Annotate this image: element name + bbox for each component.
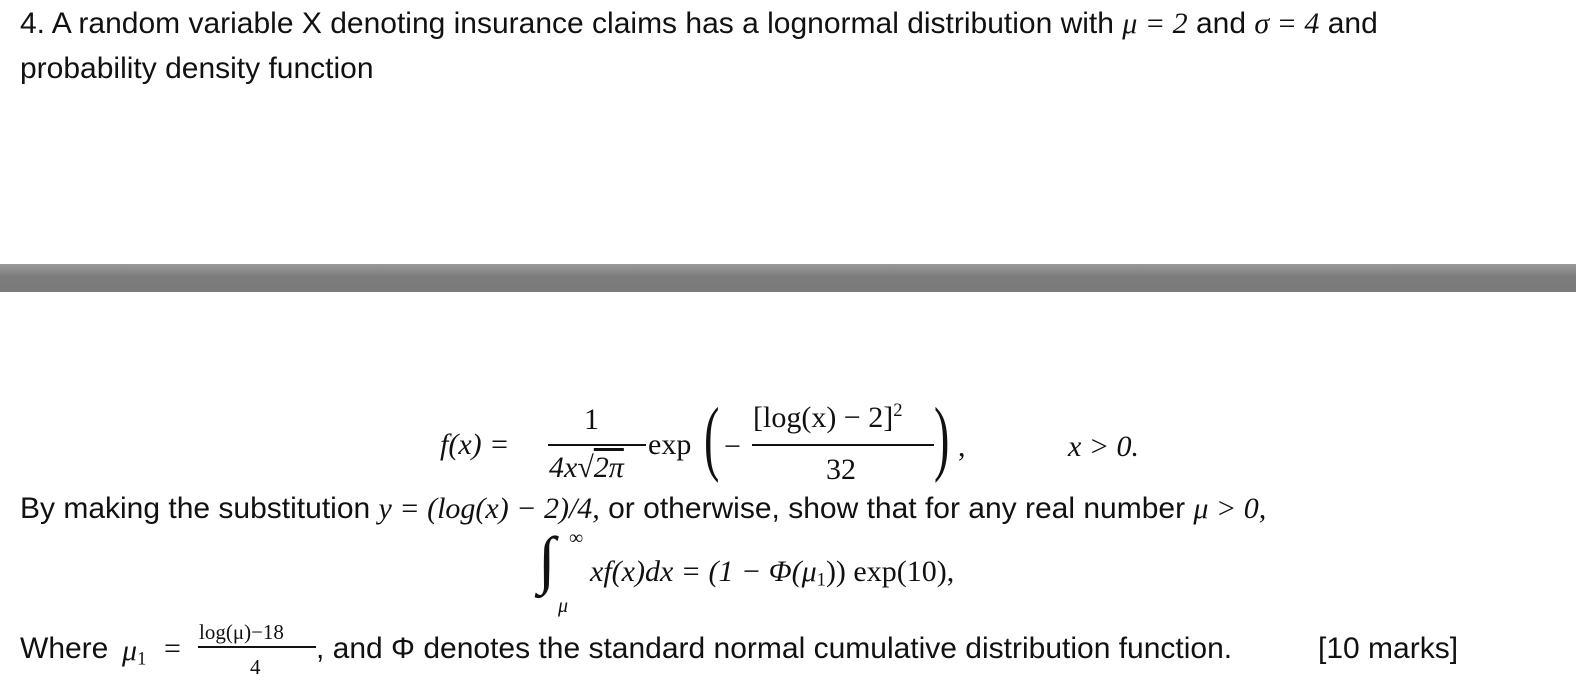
mu1-fraction-bar <box>198 646 316 648</box>
where-word: Where <box>20 632 109 665</box>
integral-sign: ∫ <box>538 524 556 595</box>
right-paren: ) <box>934 391 950 484</box>
pdf-comma: , <box>958 430 966 463</box>
pdf-denominator-a: 4x <box>549 451 578 484</box>
pdf-numerator: 1 <box>584 403 599 436</box>
pdf-minus: − <box>724 430 741 463</box>
pdf-condition: x > 0. <box>1068 430 1140 463</box>
question-line-1 <box>20 9 1378 39</box>
page-divider <box>0 264 1576 292</box>
intro-text: A random variable X denoting insurance claims has a lognormal distribution with <box>51 7 1114 40</box>
sqrt-symbol: √ <box>577 451 594 484</box>
where-text: , and Φ denotes the standard normal cumulative distribution function. <box>316 632 1233 665</box>
integral-upper-limit: ∞ <box>569 527 584 549</box>
inner-power: 2 <box>893 400 903 421</box>
integral-mu-sub: 1 <box>816 569 826 591</box>
integral-tail: )) exp(10), <box>825 555 955 588</box>
inner-numerator <box>753 402 903 433</box>
mu1-frac-denominator: 4 <box>250 655 261 679</box>
question-line-2: probability density function <box>20 52 374 85</box>
sigma-equation: σ = 4 <box>1254 7 1320 40</box>
question-number: 4. <box>20 7 46 40</box>
marks-label: [10 marks] <box>1318 632 1459 665</box>
left-paren: ( <box>704 391 720 484</box>
pdf-fraction-bar <box>548 444 646 446</box>
mu-equation: μ = 2 <box>1122 7 1188 40</box>
substitution-text-before: By making the substitution <box>20 492 371 525</box>
mu-condition: μ > 0, <box>1193 492 1267 525</box>
mu1-equals: = <box>164 632 181 665</box>
inner-denominator: 32 <box>826 453 856 486</box>
substitution-line <box>20 494 1266 524</box>
substitution-text-after: or otherwise, show that for any real number <box>608 492 1186 525</box>
and-word-end: and <box>1327 7 1378 40</box>
pdf-denominator <box>549 453 624 483</box>
substitution-expression: y = (log(x) − 2)/4, <box>378 492 600 525</box>
integral-lower-limit: μ <box>558 595 569 617</box>
exp-word: exp <box>648 428 692 461</box>
inner-numerator-text: [log(x) − 2] <box>753 401 894 435</box>
integral-body <box>590 557 954 590</box>
integral-body-text: xf(x)dx = (1 − Φ(μ <box>590 555 817 588</box>
mu1-sub: 1 <box>137 648 147 670</box>
pdf-lhs: f(x) = <box>440 428 510 461</box>
mu1-symbol <box>122 636 146 669</box>
mu1-label: μ <box>122 634 138 667</box>
and-word: and <box>1195 7 1247 40</box>
sqrt-radicand: 2π <box>593 451 624 484</box>
mu1-frac-numerator: log(μ)−18 <box>199 620 284 644</box>
inner-fraction-bar <box>752 444 934 446</box>
